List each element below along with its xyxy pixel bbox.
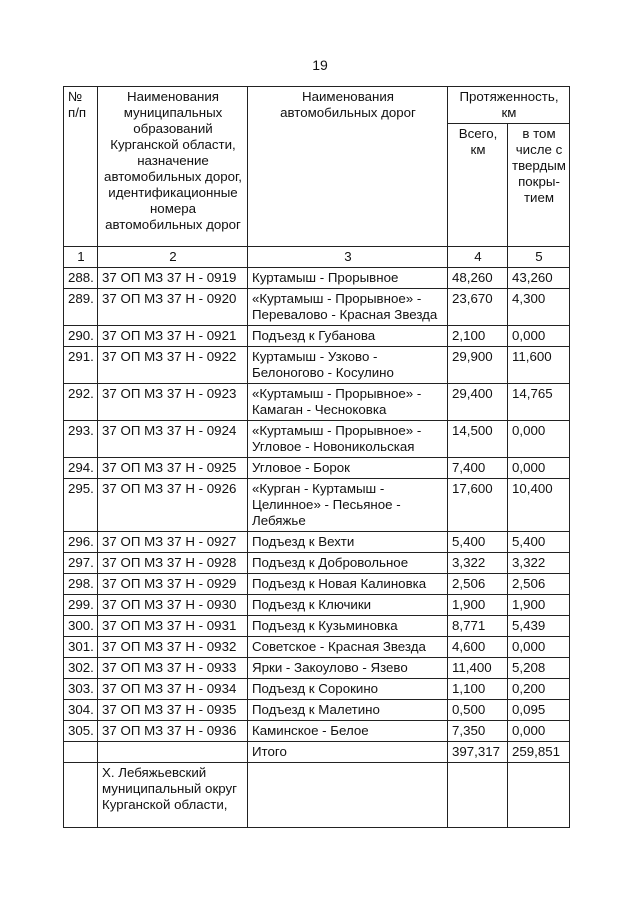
road-name: Подъезд к Ключики xyxy=(248,595,448,616)
road-id: 37 ОП МЗ 37 Н - 0928 xyxy=(98,553,248,574)
length-paved: 5,400 xyxy=(508,532,570,553)
road-id: 37 ОП МЗ 37 Н - 0922 xyxy=(98,347,248,384)
table-row xyxy=(64,553,570,574)
length-paved: 0,000 xyxy=(508,721,570,742)
table-row xyxy=(64,721,570,742)
total-paved: 259,851 xyxy=(508,742,570,763)
length-total: 8,771 xyxy=(448,616,508,637)
length-paved: 0,000 xyxy=(508,458,570,479)
row-number: 288. xyxy=(64,268,98,289)
road-name: «Куртамыш - Прорывное» - Угловое - Новоникольская xyxy=(248,421,448,458)
section-cell-empty xyxy=(448,763,508,828)
table-row xyxy=(64,479,570,532)
length-paved: 11,600 xyxy=(508,347,570,384)
road-id: 37 ОП МЗ 37 Н - 0924 xyxy=(98,421,248,458)
header-col-paved: в том числе с твердым покры-тием xyxy=(508,124,570,247)
road-name: «Куртамыш - Прорывное» - Камаган - Чесноковка xyxy=(248,384,448,421)
length-paved: 4,300 xyxy=(508,289,570,326)
table-body xyxy=(64,268,570,742)
road-id: 37 ОП МЗ 37 Н - 0934 xyxy=(98,679,248,700)
table-row xyxy=(64,637,570,658)
row-number: 294. xyxy=(64,458,98,479)
length-paved: 5,208 xyxy=(508,658,570,679)
length-total: 7,400 xyxy=(448,458,508,479)
row-number: 291. xyxy=(64,347,98,384)
section-title: X. Лебяжьевский муниципальный округ Курганской области, xyxy=(98,763,248,828)
road-name: Куртамыш - Узково - Белоногово - Косулино xyxy=(248,347,448,384)
road-name: Подъезд к Сорокино xyxy=(248,679,448,700)
length-paved: 0,000 xyxy=(508,637,570,658)
header-col-total: Всего, км xyxy=(448,124,508,247)
column-numbers-row xyxy=(64,247,570,268)
road-id: 37 ОП МЗ 37 Н - 0920 xyxy=(98,289,248,326)
column-number: 4 xyxy=(448,247,508,268)
length-total: 17,600 xyxy=(448,479,508,532)
row-number: 303. xyxy=(64,679,98,700)
row-number: 304. xyxy=(64,700,98,721)
table-row xyxy=(64,595,570,616)
length-paved: 1,900 xyxy=(508,595,570,616)
road-name: Каминское - Белое xyxy=(248,721,448,742)
road-id: 37 ОП МЗ 37 Н - 0936 xyxy=(98,721,248,742)
table-row xyxy=(64,421,570,458)
row-number: 293. xyxy=(64,421,98,458)
row-number: 292. xyxy=(64,384,98,421)
table-row xyxy=(64,700,570,721)
road-id: 37 ОП МЗ 37 Н - 0932 xyxy=(98,637,248,658)
road-name: Советское - Красная Звезда xyxy=(248,637,448,658)
total-row xyxy=(64,742,570,763)
length-paved: 0,000 xyxy=(508,421,570,458)
road-name: Куртамыш - Прорывное xyxy=(248,268,448,289)
length-paved: 0,200 xyxy=(508,679,570,700)
section-cell-empty xyxy=(508,763,570,828)
length-paved: 14,765 xyxy=(508,384,570,421)
header-col-road-name: Наименования автомобильных дорог xyxy=(248,87,448,247)
row-number: 289. xyxy=(64,289,98,326)
length-total: 23,670 xyxy=(448,289,508,326)
row-number: 297. xyxy=(64,553,98,574)
page-number: 19 xyxy=(312,57,328,73)
row-number: 305. xyxy=(64,721,98,742)
roads-table xyxy=(63,86,570,828)
length-total: 29,900 xyxy=(448,347,508,384)
column-number: 2 xyxy=(98,247,248,268)
road-id: 37 ОП МЗ 37 Н - 0921 xyxy=(98,326,248,347)
total-label: Итого xyxy=(248,742,448,763)
road-name: «Куртамыш - Прорывное» - Перевалово - Красная Звезда xyxy=(248,289,448,326)
length-total: 5,400 xyxy=(448,532,508,553)
row-number: 301. xyxy=(64,637,98,658)
column-number: 5 xyxy=(508,247,570,268)
total-length: 397,317 xyxy=(448,742,508,763)
table-row xyxy=(64,574,570,595)
column-number: 1 xyxy=(64,247,98,268)
row-number: 295. xyxy=(64,479,98,532)
table-header xyxy=(64,87,570,268)
table-row xyxy=(64,532,570,553)
road-name: Подъезд к Кузьминовка xyxy=(248,616,448,637)
table-row xyxy=(64,384,570,421)
total-cell-empty xyxy=(98,742,248,763)
road-id: 37 ОП МЗ 37 Н - 0935 xyxy=(98,700,248,721)
road-name: Ярки - Закоулово - Язево xyxy=(248,658,448,679)
road-name: Подъезд к Новая Калиновка xyxy=(248,574,448,595)
length-total: 48,260 xyxy=(448,268,508,289)
length-total: 29,400 xyxy=(448,384,508,421)
length-total: 7,350 xyxy=(448,721,508,742)
total-cell-empty xyxy=(64,742,98,763)
row-number: 290. xyxy=(64,326,98,347)
row-number: 302. xyxy=(64,658,98,679)
table-row xyxy=(64,658,570,679)
header-col-no: № п/п xyxy=(64,87,98,247)
length-paved: 0,095 xyxy=(508,700,570,721)
length-total: 0,500 xyxy=(448,700,508,721)
table-row xyxy=(64,458,570,479)
row-number: 300. xyxy=(64,616,98,637)
length-total: 2,506 xyxy=(448,574,508,595)
road-name: Подъезд к Малетино xyxy=(248,700,448,721)
road-id: 37 ОП МЗ 37 Н - 0933 xyxy=(98,658,248,679)
length-paved: 43,260 xyxy=(508,268,570,289)
road-name: Подъезд к Губанова xyxy=(248,326,448,347)
table-row xyxy=(64,347,570,384)
length-paved: 0,000 xyxy=(508,326,570,347)
length-total: 14,500 xyxy=(448,421,508,458)
road-name: Подъезд к Добровольное xyxy=(248,553,448,574)
header-col-length: Протяженность, км xyxy=(448,87,570,124)
road-id: 37 ОП МЗ 37 Н - 0927 xyxy=(98,532,248,553)
length-paved: 10,400 xyxy=(508,479,570,532)
length-total: 2,100 xyxy=(448,326,508,347)
length-total: 1,900 xyxy=(448,595,508,616)
table-row xyxy=(64,268,570,289)
section-cell-empty xyxy=(248,763,448,828)
row-number: 299. xyxy=(64,595,98,616)
road-name: Угловое - Борок xyxy=(248,458,448,479)
table-row xyxy=(64,326,570,347)
road-id: 37 ОП МЗ 37 Н - 0930 xyxy=(98,595,248,616)
table-row xyxy=(64,616,570,637)
length-paved: 3,322 xyxy=(508,553,570,574)
column-number: 3 xyxy=(248,247,448,268)
row-number: 296. xyxy=(64,532,98,553)
road-id: 37 ОП МЗ 37 Н - 0923 xyxy=(98,384,248,421)
road-id: 37 ОП МЗ 37 Н - 0926 xyxy=(98,479,248,532)
length-paved: 2,506 xyxy=(508,574,570,595)
road-id: 37 ОП МЗ 37 Н - 0925 xyxy=(98,458,248,479)
section-cell-empty xyxy=(64,763,98,828)
row-number: 298. xyxy=(64,574,98,595)
length-paved: 5,439 xyxy=(508,616,570,637)
table-row xyxy=(64,679,570,700)
length-total: 4,600 xyxy=(448,637,508,658)
road-id: 37 ОП МЗ 37 Н - 0919 xyxy=(98,268,248,289)
table-row xyxy=(64,289,570,326)
road-id: 37 ОП МЗ 37 Н - 0929 xyxy=(98,574,248,595)
road-name: «Курган - Куртамыш - Целинное» - Песьяное - Лебяжье xyxy=(248,479,448,532)
road-name: Подъезд к Вехти xyxy=(248,532,448,553)
length-total: 11,400 xyxy=(448,658,508,679)
length-total: 3,322 xyxy=(448,553,508,574)
road-id: 37 ОП МЗ 37 Н - 0931 xyxy=(98,616,248,637)
section-row xyxy=(64,763,570,828)
length-total: 1,100 xyxy=(448,679,508,700)
header-col-municipality: Наименования муниципальных образований Курганской области, назначение автомобильных дорог, идентификационные номера автомобильных дорог xyxy=(98,87,248,247)
